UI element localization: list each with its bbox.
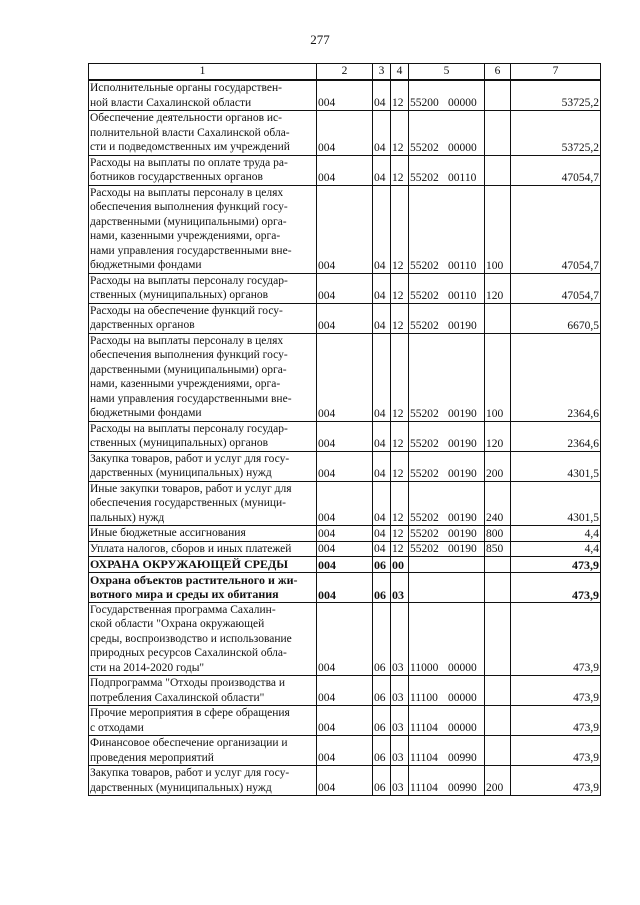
row-section-code: 06 xyxy=(373,676,391,706)
row-section-code: 04 xyxy=(373,80,391,111)
row-description: Закупка товаров, работ и услуг для госу- дарственных (муниципальных) нужд xyxy=(89,451,317,481)
row-amount: 473,9 xyxy=(511,602,601,676)
row-ministry-code: 004 xyxy=(317,80,373,111)
row-subsection-code: 00 xyxy=(391,557,409,573)
target-code-part: 11104 xyxy=(410,722,438,734)
row-section-code: 06 xyxy=(373,602,391,676)
row-description: Прочие мероприятия в сфере обращения с отходами xyxy=(89,706,317,736)
row-section-code: 04 xyxy=(373,333,391,421)
row-subsection-code: 12 xyxy=(391,333,409,421)
row-section-code: 06 xyxy=(373,557,391,573)
target-code-part: 00990 xyxy=(448,782,477,794)
row-target-code xyxy=(409,303,485,333)
row-target-code xyxy=(409,602,485,676)
table-row xyxy=(89,526,601,542)
row-section-code: 06 xyxy=(373,706,391,736)
row-amount: 53725,2 xyxy=(511,80,601,111)
row-target-code xyxy=(409,111,485,156)
column-header: 3 xyxy=(373,64,391,81)
row-description: Закупка товаров, работ и услуг для госу- дарственных (муниципальных) нужд xyxy=(89,766,317,796)
row-ministry-code: 004 xyxy=(317,526,373,542)
row-ministry-code: 004 xyxy=(317,451,373,481)
target-code-part: 00190 xyxy=(448,467,477,480)
row-expense-type-code xyxy=(485,80,511,111)
row-ministry-code: 004 xyxy=(317,185,373,273)
row-subsection-code: 12 xyxy=(391,273,409,303)
table-row xyxy=(89,706,601,736)
target-code-part: 00190 xyxy=(448,527,477,540)
row-subsection-code: 03 xyxy=(391,676,409,706)
target-code-part: 11100 xyxy=(410,692,438,704)
target-code-part: 55202 xyxy=(410,527,439,540)
target-code-part: 11000 xyxy=(410,662,439,674)
row-subsection-code: 12 xyxy=(391,303,409,333)
table-row xyxy=(89,273,601,303)
row-amount: 473,9 xyxy=(511,736,601,766)
row-target-code xyxy=(409,766,485,796)
target-code-part: 00110 xyxy=(448,259,477,272)
row-expense-type-code: 850 xyxy=(485,541,511,557)
row-target-code xyxy=(409,451,485,481)
target-code-part: 00000 xyxy=(448,141,477,154)
row-expense-type-code xyxy=(485,706,511,736)
row-expense-type-code xyxy=(485,557,511,573)
target-code-part: 55202 xyxy=(410,319,439,332)
target-code-part: 00190 xyxy=(448,543,477,555)
row-ministry-code: 004 xyxy=(317,421,373,451)
row-description: Иные закупки товаров, работ и услуг для обеспечения государственных (муници- пальных) нужд xyxy=(89,481,317,526)
table-row xyxy=(89,333,601,421)
row-amount: 53725,2 xyxy=(511,111,601,156)
row-description: Расходы на выплаты персоналу в целях обеспечения выполнения функций госу- дарственными (муниципальными) орга- нами, казенными учреждениями, орга- нами управления государственными вне- бюджетными фондами xyxy=(89,333,317,421)
row-description: Исполнительные органы государствен- ной власти Сахалинской области xyxy=(89,80,317,111)
row-ministry-code: 004 xyxy=(317,766,373,796)
table-row xyxy=(89,421,601,451)
column-header: 2 xyxy=(317,64,373,81)
row-target-code xyxy=(409,481,485,526)
table-row xyxy=(89,602,601,676)
row-section-code: 04 xyxy=(373,185,391,273)
row-description: Уплата налогов, сборов и иных платежей xyxy=(89,541,317,557)
row-target-code xyxy=(409,333,485,421)
row-subsection-code: 12 xyxy=(391,185,409,273)
row-section-code: 04 xyxy=(373,273,391,303)
row-target-code xyxy=(409,541,485,557)
row-expense-type-code xyxy=(485,736,511,766)
column-header: 6 xyxy=(485,64,511,81)
row-amount: 4,4 xyxy=(511,541,601,557)
target-code-part: 55202 xyxy=(410,543,439,555)
target-code-part: 55202 xyxy=(410,141,439,154)
row-ministry-code: 004 xyxy=(317,541,373,557)
table-row xyxy=(89,303,601,333)
row-expense-type-code: 200 xyxy=(485,766,511,796)
row-description: Иные бюджетные ассигнования xyxy=(89,526,317,542)
row-section-code: 04 xyxy=(373,541,391,557)
table-row xyxy=(89,572,601,602)
row-target-code xyxy=(409,676,485,706)
row-description: Подпрограмма "Отходы производства и потребления Сахалинской области" xyxy=(89,676,317,706)
row-target-code xyxy=(409,155,485,185)
row-amount: 47054,7 xyxy=(511,185,601,273)
row-amount: 4,4 xyxy=(511,526,601,542)
table-row xyxy=(89,155,601,185)
row-ministry-code: 004 xyxy=(317,676,373,706)
table-body xyxy=(89,80,601,796)
target-code-part: 55202 xyxy=(410,512,439,524)
row-amount: 4301,5 xyxy=(511,481,601,526)
row-target-code xyxy=(409,273,485,303)
row-target-code xyxy=(409,185,485,273)
row-amount: 6670,5 xyxy=(511,303,601,333)
target-code-part: 00000 xyxy=(448,662,477,674)
table-row xyxy=(89,80,601,111)
row-expense-type-code: 800 xyxy=(485,526,511,542)
column-header: 1 xyxy=(89,64,317,81)
row-amount: 2364,6 xyxy=(511,333,601,421)
row-subsection-code: 03 xyxy=(391,572,409,602)
row-subsection-code: 12 xyxy=(391,80,409,111)
row-subsection-code: 12 xyxy=(391,481,409,526)
target-code-part: 55202 xyxy=(410,171,439,184)
row-expense-type-code: 120 xyxy=(485,421,511,451)
table-header-row xyxy=(89,64,601,81)
row-expense-type-code xyxy=(485,155,511,185)
row-section-code: 04 xyxy=(373,421,391,451)
target-code-part: 00190 xyxy=(448,512,477,524)
row-expense-type-code: 240 xyxy=(485,481,511,526)
row-subsection-code: 12 xyxy=(391,451,409,481)
row-subsection-code: 03 xyxy=(391,602,409,676)
row-target-code xyxy=(409,572,485,602)
row-section-code: 04 xyxy=(373,111,391,156)
row-expense-type-code xyxy=(485,111,511,156)
table-row xyxy=(89,451,601,481)
row-section-code: 06 xyxy=(373,572,391,602)
row-section-code: 04 xyxy=(373,451,391,481)
target-code-part: 55202 xyxy=(410,289,439,302)
target-code-part: 55202 xyxy=(410,407,439,420)
page-number: 277 xyxy=(310,32,330,47)
column-header: 7 xyxy=(511,64,601,81)
budget-table xyxy=(88,63,601,796)
row-subsection-code: 12 xyxy=(391,111,409,156)
row-description: Охрана объектов растительного и жи- вотного мира и среды их обитания xyxy=(89,572,317,602)
row-target-code xyxy=(409,80,485,111)
target-code-part: 11104 xyxy=(410,782,438,794)
row-amount: 473,9 xyxy=(511,676,601,706)
target-code-part: 00110 xyxy=(448,289,477,302)
row-expense-type-code xyxy=(485,572,511,602)
target-code-part: 00190 xyxy=(448,437,477,450)
row-ministry-code: 004 xyxy=(317,602,373,676)
table-row xyxy=(89,541,601,557)
row-section-code: 04 xyxy=(373,526,391,542)
row-target-code xyxy=(409,736,485,766)
row-section-code: 06 xyxy=(373,766,391,796)
row-ministry-code: 004 xyxy=(317,333,373,421)
row-expense-type-code xyxy=(485,676,511,706)
row-subsection-code: 03 xyxy=(391,706,409,736)
target-code-part: 55200 xyxy=(410,97,439,109)
row-expense-type-code: 120 xyxy=(485,273,511,303)
row-description: Расходы на обеспечение функций госу- дарственных органов xyxy=(89,303,317,333)
row-ministry-code: 004 xyxy=(317,111,373,156)
row-subsection-code: 12 xyxy=(391,541,409,557)
row-target-code xyxy=(409,421,485,451)
row-subsection-code: 03 xyxy=(391,736,409,766)
target-code-part: 55202 xyxy=(410,467,439,480)
row-amount: 473,9 xyxy=(511,572,601,602)
table-row xyxy=(89,557,601,573)
target-code-part: 55202 xyxy=(410,259,439,272)
row-target-code xyxy=(409,526,485,542)
table-row xyxy=(89,481,601,526)
target-code-part: 00000 xyxy=(448,722,477,734)
row-description: Расходы на выплаты по оплате труда ра- ботников государственных органов xyxy=(89,155,317,185)
row-expense-type-code: 100 xyxy=(485,185,511,273)
row-ministry-code: 004 xyxy=(317,572,373,602)
row-ministry-code: 004 xyxy=(317,706,373,736)
row-description: Расходы на выплаты персоналу в целях обеспечения выполнения функций госу- дарственными (муниципальными) орга- нами, казенными учреждениями, орга- нами управления государственными вне- бюджетными фондами xyxy=(89,185,317,273)
row-description: Обеспечение деятельности органов ис- полнительной власти Сахалинской обла- сти и подведомственных им учреждений xyxy=(89,111,317,156)
row-description: Государственная программа Сахалин- ской области "Охрана окружающей среды, воспроизводство и использование природных ресурсов Сахалинской обла- сти на 2014-2020 годы" xyxy=(89,602,317,676)
row-amount: 47054,7 xyxy=(511,155,601,185)
row-subsection-code: 12 xyxy=(391,526,409,542)
row-section-code: 04 xyxy=(373,481,391,526)
target-code-part: 11104 xyxy=(410,752,438,764)
row-subsection-code: 12 xyxy=(391,421,409,451)
row-expense-type-code: 200 xyxy=(485,451,511,481)
row-ministry-code: 004 xyxy=(317,303,373,333)
row-description: ОХРАНА ОКРУЖАЮЩЕЙ СРЕДЫ xyxy=(89,557,317,573)
table-row xyxy=(89,185,601,273)
target-code-part: 00190 xyxy=(448,407,477,420)
row-description: Финансовое обеспечение организации и проведения мероприятий xyxy=(89,736,317,766)
row-ministry-code: 004 xyxy=(317,273,373,303)
row-section-code: 04 xyxy=(373,155,391,185)
row-section-code: 06 xyxy=(373,736,391,766)
row-description: Расходы на выплаты персоналу государ- ственных (муниципальных) органов xyxy=(89,421,317,451)
target-code-part: 00990 xyxy=(448,752,477,764)
row-target-code xyxy=(409,706,485,736)
table-row xyxy=(89,736,601,766)
row-expense-type-code xyxy=(485,303,511,333)
row-amount: 473,9 xyxy=(511,766,601,796)
table-row xyxy=(89,676,601,706)
row-expense-type-code xyxy=(485,602,511,676)
target-code-part: 00110 xyxy=(448,171,477,184)
row-ministry-code: 004 xyxy=(317,557,373,573)
row-amount: 47054,7 xyxy=(511,273,601,303)
target-code-part: 55202 xyxy=(410,437,439,450)
target-code-part: 00000 xyxy=(448,97,477,109)
row-ministry-code: 004 xyxy=(317,481,373,526)
row-amount: 4301,5 xyxy=(511,451,601,481)
row-amount: 473,9 xyxy=(511,557,601,573)
row-subsection-code: 03 xyxy=(391,766,409,796)
column-header: 4 xyxy=(391,64,409,81)
row-section-code: 04 xyxy=(373,303,391,333)
row-expense-type-code: 100 xyxy=(485,333,511,421)
row-description: Расходы на выплаты персоналу государ- ственных (муниципальных) органов xyxy=(89,273,317,303)
row-target-code xyxy=(409,557,485,573)
row-subsection-code: 12 xyxy=(391,155,409,185)
table-row xyxy=(89,766,601,796)
row-ministry-code: 004 xyxy=(317,736,373,766)
row-amount: 2364,6 xyxy=(511,421,601,451)
row-ministry-code: 004 xyxy=(317,155,373,185)
target-code-part: 00190 xyxy=(448,319,477,332)
table-row xyxy=(89,111,601,156)
row-amount: 473,9 xyxy=(511,706,601,736)
column-header: 5 xyxy=(409,64,485,81)
target-code-part: 00000 xyxy=(448,692,477,704)
